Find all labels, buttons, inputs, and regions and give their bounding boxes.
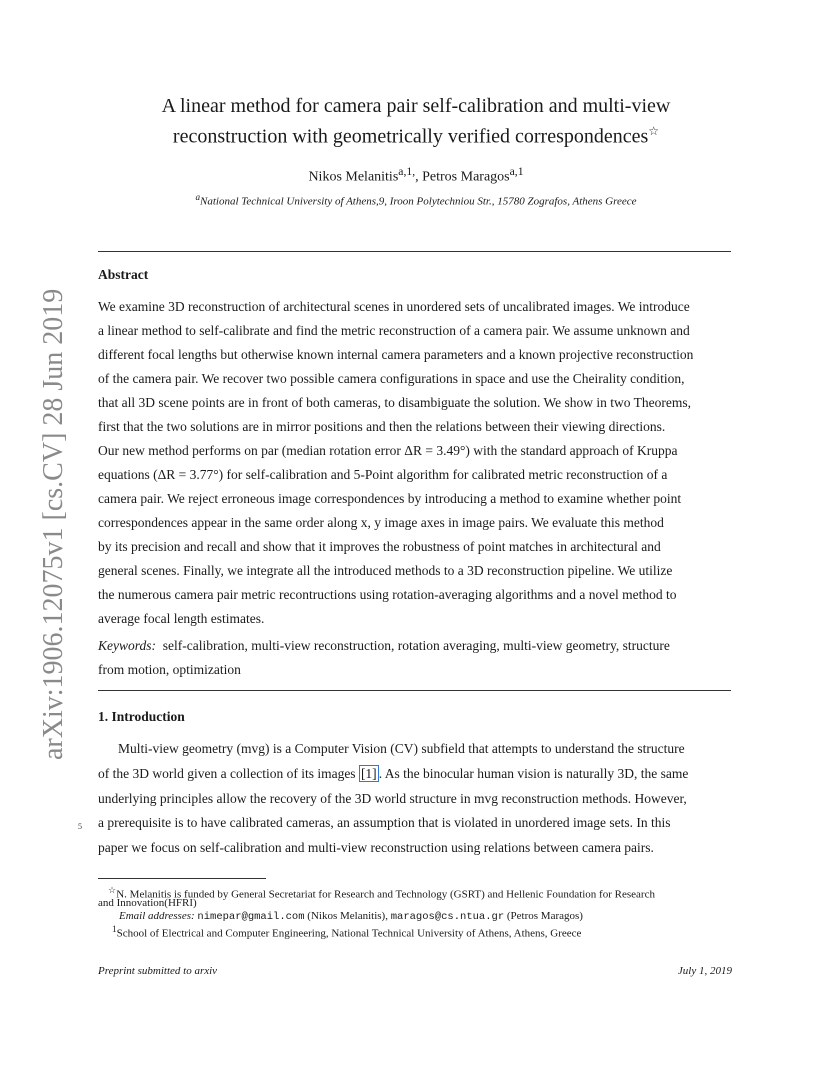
- author-list: Nikos Melanitis$^{a,1,}$, Petros Maragos$^{a,1}$: [308, 165, 524, 185]
- abstract-heading: Abstract: [98, 267, 149, 282]
- bottom-rule: [98, 690, 731, 691]
- title-line-1: A linear method for camera pair self-calibration and multi-view: [161, 95, 671, 117]
- intro-line: a prerequisite is to have calibrated cameras, an assumption that is violated in unordered image sets. In this: [98, 815, 671, 830]
- footnote-emails: Email addresses: nimepar@gmail.com (Nikos Melanitis), maragos@cs.ntua.gr (Petros Maragos): [119, 910, 583, 923]
- footer-date: July 1, 2019: [677, 965, 732, 977]
- line-number: 5: [78, 822, 82, 831]
- intro-line: of the 3D world given a collection of its images [1] . As the binocular human vision is naturally 3D, the same: [98, 766, 689, 781]
- abstract-line: a linear method to self-calibrate and find the metric reconstruction of a camera pair. We assume unknown and: [98, 323, 690, 338]
- keywords-label: Keywords:: [98, 638, 156, 653]
- abstract-line: correspondences appear in the same order along x, y image axes in image pairs. We evaluate this method: [98, 515, 664, 530]
- abstract-line: Our new method performs on par (median rotation error ΔR = 3.49°) with the standard approach of Kruppa: [98, 443, 678, 458]
- abstract-line: We examine 3D reconstruction of architectural scenes in unordered sets of uncalibrated images. We introduce: [98, 299, 690, 314]
- email-link[interactable]: maragos@cs.ntua.gr: [390, 911, 505, 923]
- top-rule: [98, 251, 731, 252]
- footnote-funding-1: ☆N. Melanitis is funded by General Secretariat for Research and Technology (GSRT) and Hellenic Foundation for Research: [108, 885, 655, 901]
- intro-line: underlying principles allow the recovery of the 3D world structure in mvg reconstruction methods. However,: [98, 791, 687, 806]
- paper-title: [100, 94, 732, 150]
- title-star-mark: ☆: [648, 124, 660, 138]
- abstract-line: general scenes. Finally, we integrate all the introduced methods to a 3D reconstruction pipeline. We utilize: [98, 563, 673, 578]
- abstract-line: camera pair. We reject erroneous image correspondences by introducing a method to examine whether point: [98, 491, 682, 506]
- abstract-line: average focal length estimates.: [98, 611, 265, 626]
- abstract-line: that all 3D scene points are in front of both cameras, to disambiguate the solution. We show in two Theorems,: [98, 395, 692, 410]
- abstract-line: the numerous camera pair metric recontructions using rotation-averaging algorithms and a novel method to: [98, 587, 677, 602]
- footnote-rule: [98, 878, 266, 879]
- keywords-line-1: Keywords: self-calibration, multi-view reconstruction, rotation averaging, multi-view geometry, structure: [98, 638, 670, 653]
- section-heading-introduction: 1. Introduction: [98, 709, 185, 724]
- abstract-line: of the camera pair. We recover two possible camera configurations in space and use the Cheirality condition,: [98, 371, 685, 386]
- intro-line: Multi-view geometry (mvg) is a Computer Vision (CV) subfield that attempts to understand the structure: [118, 741, 685, 756]
- citation-link[interactable]: [1]: [360, 766, 377, 781]
- title-line-2: reconstruction with geometrically verified correspondences☆: [172, 124, 660, 148]
- abstract-line: equations (ΔR = 3.77°) for self-calibration and 5-Point algorithm for calibrated metric reconstruction of a: [98, 467, 668, 482]
- affiliation: $^a$National Technical University of Athens,9, Iroon Polytechniou Str., 15780 Zografos, Athens Greece: [195, 192, 637, 208]
- intro-line: paper we focus on self-calibration and multi-view reconstruction using relations between camera pairs.: [98, 840, 654, 855]
- footnote-affiliation: $^1$School of Electrical and Computer Engineering, National Technical University of Athens, Athens, Greece: [112, 924, 582, 940]
- abstract-line: first that the two solutions are in mirror positions and then the relations between their viewing directions.: [98, 419, 666, 434]
- abstract-line: by its precision and recall and show that it improves the robustness of point matches in architectural and: [98, 539, 661, 554]
- email-link[interactable]: nimepar@gmail.com: [197, 911, 305, 923]
- abstract-line: different focal lengths but otherwise known internal camera parameters and a known projective reconstruction: [98, 347, 694, 362]
- footnote-funding-2: and Innovation(HFRI): [98, 897, 197, 909]
- keywords-line-2: from motion, optimization: [98, 662, 241, 677]
- footer-preprint: Preprint submitted to arxiv: [98, 965, 218, 977]
